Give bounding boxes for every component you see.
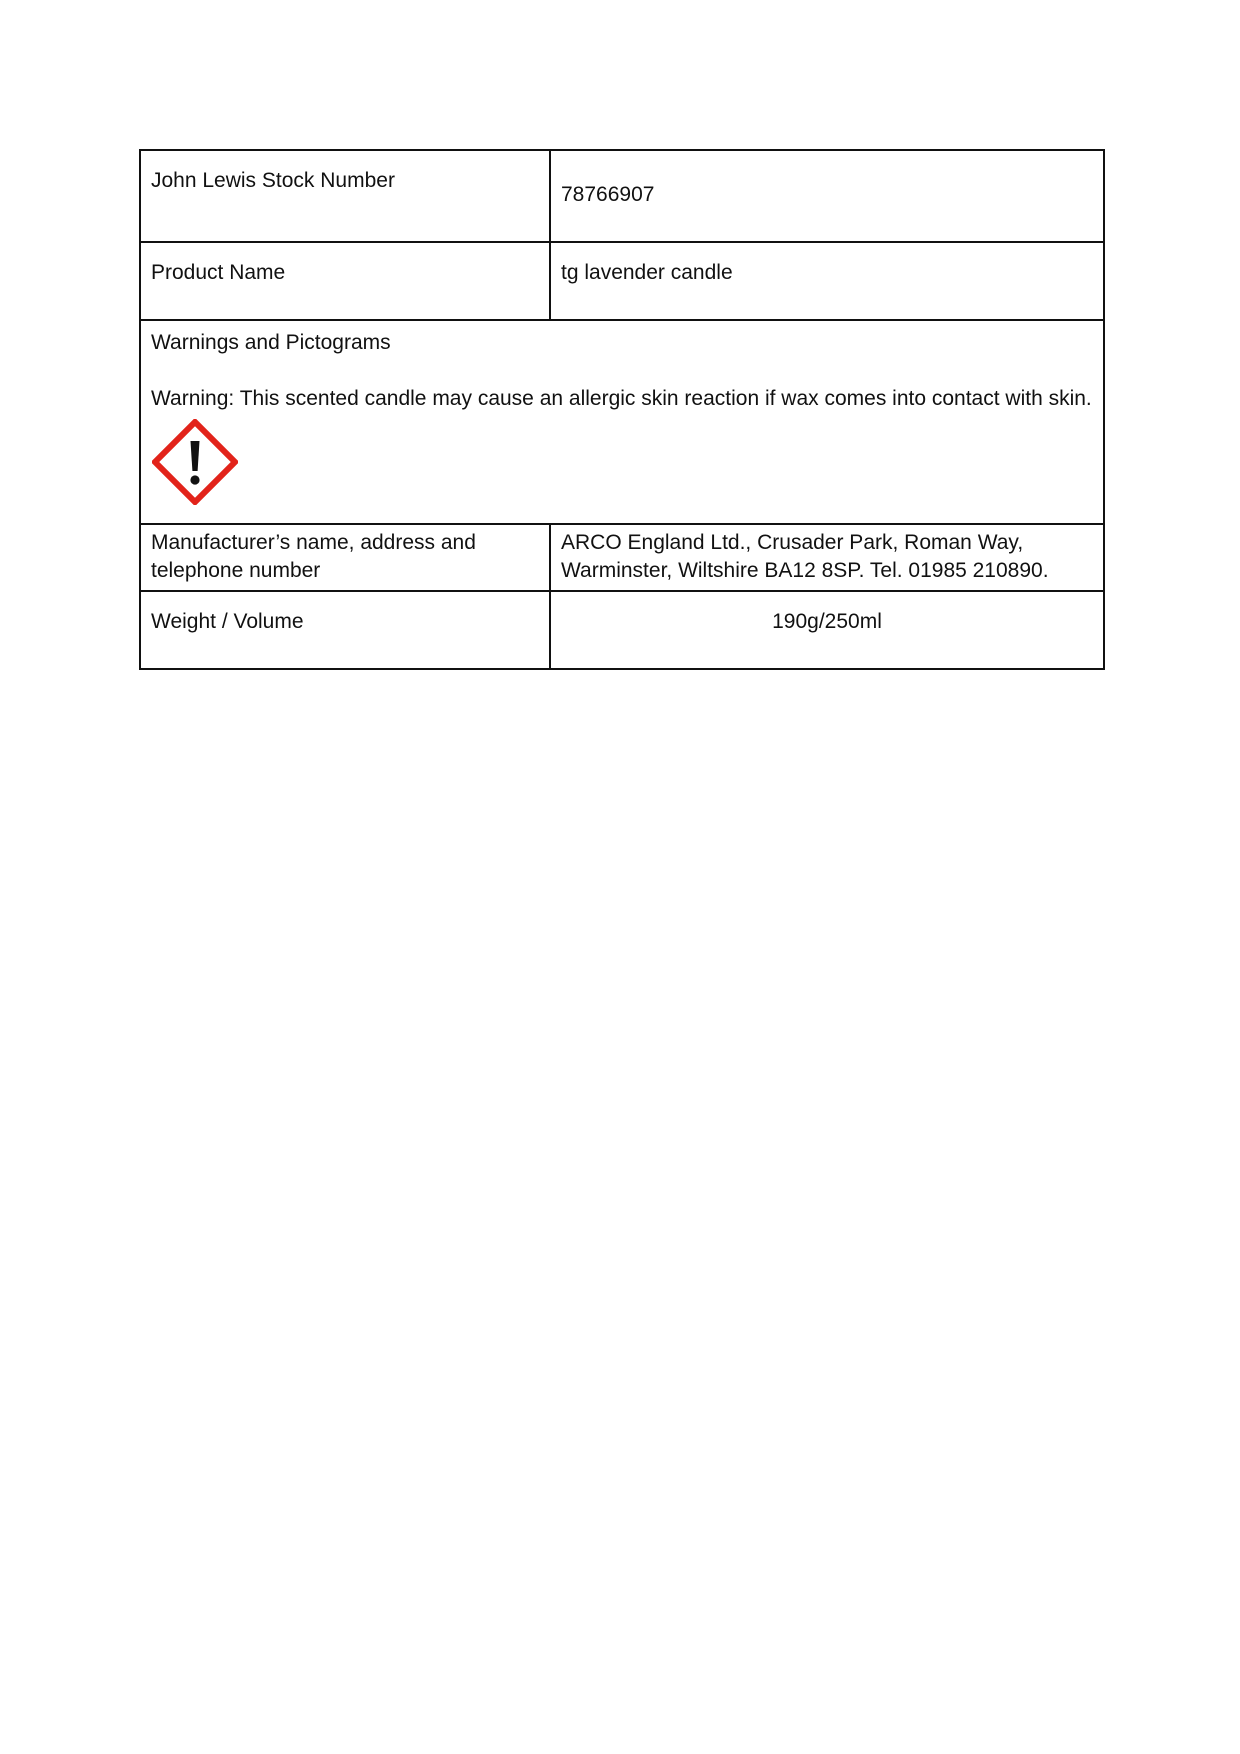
product-name-label: Product Name [140,242,550,320]
stock-number-value: 78766907 [550,150,1104,242]
table-row-warnings [140,320,1104,524]
manufacturer-value-line1: ARCO England Ltd., Crusader Park, Roman Way, [561,531,1024,554]
table-row-product-name [140,242,1104,320]
stock-number-label: John Lewis Stock Number [140,150,550,242]
weight-volume-label: Weight / Volume [140,591,550,669]
ghs-exclamation-mark-icon [152,419,238,505]
warnings-heading: Warnings and Pictograms [151,331,391,354]
manufacturer-value-line2: Warminster, Wiltshire BA12 8SP. Tel. 01985 210890. [561,559,1049,582]
warnings-cell [140,320,1104,524]
table-row-manufacturer [140,524,1104,591]
manufacturer-label-line1: Manufacturer’s name, address and [151,531,476,554]
table-row-stock-number [140,150,1104,242]
manufacturer-label [140,524,550,591]
manufacturer-label-line2: telephone number [151,559,321,582]
product-information-table [139,149,1105,670]
warning-text: Warning: This scented candle may cause an allergic skin reaction if wax comes into contact with skin. [151,387,1092,410]
weight-volume-value: 190g/250ml [550,591,1104,669]
table-row-weight-volume [140,591,1104,669]
product-name-value: tg lavender candle [550,242,1104,320]
manufacturer-value [550,524,1104,591]
